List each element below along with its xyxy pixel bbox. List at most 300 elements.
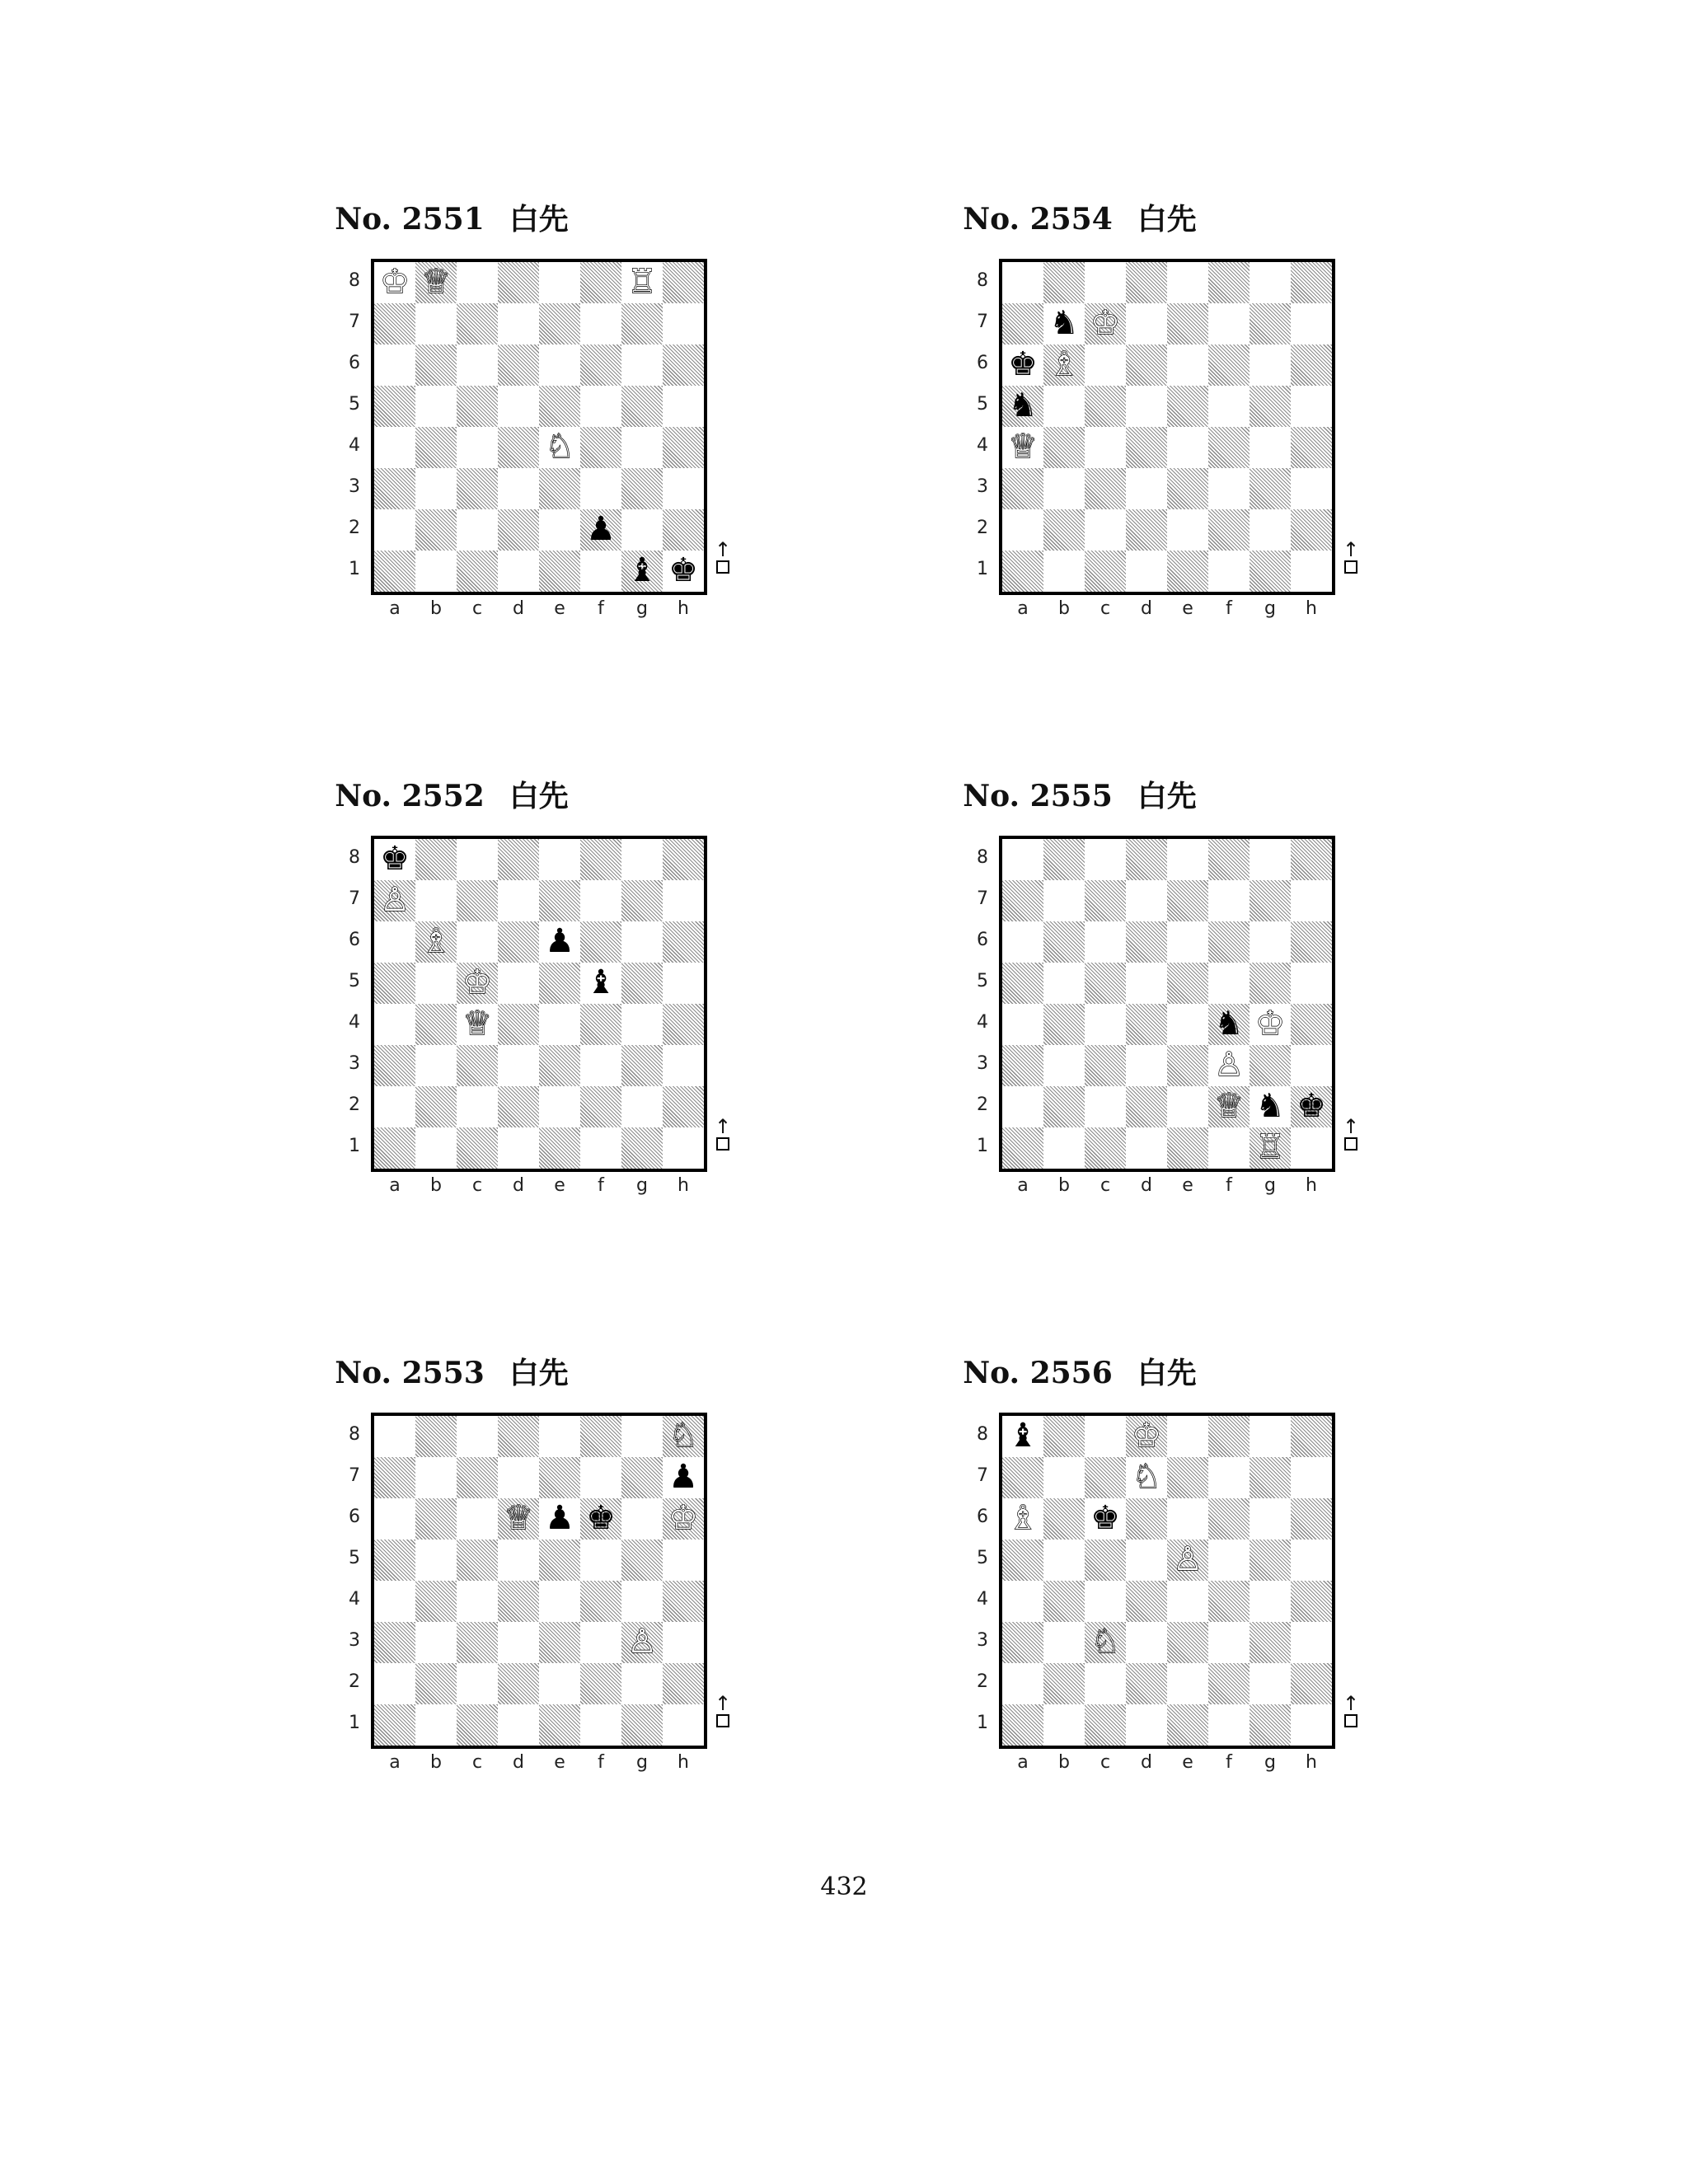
board-square <box>1126 468 1167 509</box>
board-square <box>1208 262 1250 303</box>
board-square <box>1126 262 1167 303</box>
file-label: d <box>513 1752 524 1773</box>
board-square <box>663 1004 704 1045</box>
board-square <box>1085 880 1126 921</box>
board-square <box>1291 1663 1332 1704</box>
board-square <box>415 1663 457 1704</box>
board-square <box>1250 880 1291 921</box>
board-square <box>498 1457 539 1498</box>
rank-label: 7 <box>977 888 988 909</box>
board-square <box>374 1498 415 1540</box>
board-square <box>1250 427 1291 468</box>
rank-label: 6 <box>349 353 360 373</box>
board-square <box>1167 1416 1208 1457</box>
board-square <box>1208 1457 1250 1498</box>
board-square <box>1250 839 1291 880</box>
arrow-up-icon: ↑ <box>1343 1692 1360 1715</box>
board-square <box>621 427 663 468</box>
file-label: b <box>430 1175 442 1196</box>
board-square <box>1002 839 1043 880</box>
rank-label: 4 <box>977 1012 988 1033</box>
board-square <box>539 1086 580 1127</box>
board-square <box>498 1045 539 1086</box>
board-square <box>1002 551 1043 592</box>
chess-diagram <box>338 1413 799 1800</box>
chess-diagram <box>966 259 1428 646</box>
board-square <box>457 551 498 592</box>
board-square <box>1167 880 1208 921</box>
file-label: d <box>513 1175 524 1196</box>
board-square <box>1043 1086 1085 1127</box>
puzzle-number: No. 2551 <box>335 202 485 237</box>
side-to-move-indicator <box>1343 1694 1359 1727</box>
white-queen-icon: ♕ <box>1214 1087 1244 1125</box>
board-square <box>374 1622 415 1663</box>
board-square <box>539 1416 580 1457</box>
file-label: f <box>1226 598 1232 619</box>
board-square <box>580 386 621 427</box>
black-knight-icon: ♞ <box>1008 387 1038 424</box>
side-to-move-label: 白先 <box>509 780 569 813</box>
side-to-move-label: 白先 <box>1137 203 1197 237</box>
board-square <box>539 551 580 592</box>
board-square <box>498 509 539 551</box>
board-square <box>1126 1581 1167 1622</box>
file-label: f <box>598 1752 604 1773</box>
board-square <box>580 303 621 344</box>
board-square <box>539 1457 580 1498</box>
black-pawn-icon: ♟ <box>545 922 574 960</box>
black-knight-icon: ♞ <box>1255 1087 1285 1125</box>
board-square <box>663 509 704 551</box>
chess-board <box>371 259 707 595</box>
black-pawn-icon: ♟ <box>545 1499 574 1537</box>
board-square <box>374 427 415 468</box>
board-square <box>621 963 663 1004</box>
puzzle-number: No. 2553 <box>335 1356 485 1390</box>
black-knight-icon: ♞ <box>1049 304 1079 342</box>
board-square <box>1085 1540 1126 1581</box>
board-square <box>1167 427 1208 468</box>
board-square <box>415 1622 457 1663</box>
board-square <box>663 344 704 386</box>
board-square <box>498 551 539 592</box>
board-square <box>457 1581 498 1622</box>
white-square-icon <box>716 1137 729 1151</box>
board-square <box>1043 1416 1085 1457</box>
board-square <box>1043 468 1085 509</box>
board-square <box>498 1622 539 1663</box>
board-square <box>1085 1704 1126 1746</box>
board-square <box>1043 551 1085 592</box>
board-square <box>621 1540 663 1581</box>
side-to-move-label: 白先 <box>509 203 569 237</box>
file-label: b <box>1058 1752 1070 1773</box>
board-square <box>1167 509 1208 551</box>
board-square <box>457 1086 498 1127</box>
chess-board <box>371 1413 707 1749</box>
board-square <box>539 1704 580 1746</box>
board-square <box>415 1045 457 1086</box>
board-square <box>1208 963 1250 1004</box>
board-square <box>498 468 539 509</box>
board-square <box>1167 1045 1208 1086</box>
black-bishop-icon: ♝ <box>1008 1417 1038 1455</box>
rank-label: 5 <box>349 971 360 991</box>
white-square-icon <box>716 560 729 574</box>
board-square <box>498 303 539 344</box>
board-square <box>1002 1581 1043 1622</box>
board-square <box>1043 386 1085 427</box>
rank-label: 6 <box>977 1507 988 1527</box>
board-square <box>498 1086 539 1127</box>
board-square <box>1167 1457 1208 1498</box>
board-square <box>621 1663 663 1704</box>
board-square <box>498 1127 539 1169</box>
board-square <box>1167 1086 1208 1127</box>
white-queen-icon: ♕ <box>421 263 451 301</box>
board-square <box>1250 963 1291 1004</box>
file-label: d <box>1141 1752 1152 1773</box>
file-label: a <box>389 1752 401 1773</box>
board-square <box>580 839 621 880</box>
board-square <box>1126 921 1167 963</box>
side-to-move-indicator <box>715 1694 731 1727</box>
board-square <box>457 839 498 880</box>
board-square <box>663 427 704 468</box>
board-square <box>580 468 621 509</box>
board-square <box>539 1581 580 1622</box>
file-label: a <box>1017 598 1029 619</box>
board-square <box>415 1127 457 1169</box>
board-square <box>415 509 457 551</box>
file-label: f <box>1226 1175 1232 1196</box>
board-square <box>539 963 580 1004</box>
white-queen-icon: ♕ <box>462 1005 492 1043</box>
board-square <box>1126 839 1167 880</box>
file-label: c <box>1100 1752 1111 1773</box>
board-square <box>1126 303 1167 344</box>
white-knight-icon: ♘ <box>668 1417 698 1455</box>
board-square <box>539 344 580 386</box>
board-square <box>1002 509 1043 551</box>
board-square <box>1126 1045 1167 1086</box>
board-square <box>1291 963 1332 1004</box>
board-square <box>415 344 457 386</box>
board-square <box>1250 1581 1291 1622</box>
board-square <box>1291 1581 1332 1622</box>
board-square <box>415 963 457 1004</box>
board-square <box>415 1581 457 1622</box>
board-square <box>1167 1498 1208 1540</box>
board-square <box>663 1086 704 1127</box>
board-square <box>1043 1540 1085 1581</box>
board-square <box>415 1457 457 1498</box>
board-square <box>1043 963 1085 1004</box>
rank-label: 8 <box>349 270 360 291</box>
board-square <box>1002 262 1043 303</box>
board-square <box>374 303 415 344</box>
board-square <box>415 1704 457 1746</box>
board-square <box>498 839 539 880</box>
board-square <box>374 344 415 386</box>
board-square <box>374 1457 415 1498</box>
board-square <box>415 386 457 427</box>
board-square <box>457 303 498 344</box>
board-square <box>415 468 457 509</box>
board-square <box>621 303 663 344</box>
board-square <box>457 1045 498 1086</box>
side-to-move-label: 白先 <box>509 1357 569 1390</box>
white-pawn-icon: ♙ <box>1173 1540 1203 1578</box>
file-label: a <box>1017 1752 1029 1773</box>
white-king-icon: ♔ <box>462 963 492 1001</box>
board-square <box>580 921 621 963</box>
board-square <box>415 551 457 592</box>
board-square <box>1208 839 1250 880</box>
white-queen-icon: ♕ <box>504 1499 533 1537</box>
board-square <box>580 1004 621 1045</box>
black-knight-icon: ♞ <box>1214 1005 1244 1043</box>
rank-label: 8 <box>349 1424 360 1445</box>
board-square <box>621 880 663 921</box>
board-square <box>621 1045 663 1086</box>
board-square <box>1208 1416 1250 1457</box>
board-square <box>1126 1704 1167 1746</box>
rank-label: 7 <box>349 1465 360 1486</box>
board-square <box>415 839 457 880</box>
board-square <box>663 1581 704 1622</box>
board-square <box>498 262 539 303</box>
board-square <box>415 427 457 468</box>
board-square <box>374 386 415 427</box>
board-square <box>580 1540 621 1581</box>
board-square <box>374 1045 415 1086</box>
file-label: b <box>1058 1175 1070 1196</box>
rank-label: 7 <box>349 312 360 332</box>
board-square <box>1291 303 1332 344</box>
board-square <box>1208 344 1250 386</box>
file-label: d <box>513 598 524 619</box>
board-square <box>1250 509 1291 551</box>
board-square <box>539 262 580 303</box>
board-square <box>1126 1004 1167 1045</box>
board-square <box>580 262 621 303</box>
board-square <box>1126 344 1167 386</box>
board-square <box>580 427 621 468</box>
board-square <box>1085 1127 1126 1169</box>
board-square <box>621 344 663 386</box>
rank-label: 6 <box>977 930 988 950</box>
board-square <box>1002 1457 1043 1498</box>
white-pawn-icon: ♙ <box>1214 1046 1244 1084</box>
board-square <box>1126 1086 1167 1127</box>
white-king-icon: ♔ <box>668 1499 698 1537</box>
black-king-icon: ♚ <box>1090 1499 1120 1537</box>
board-square <box>1126 880 1167 921</box>
white-bishop-icon: ♗ <box>1008 1499 1038 1537</box>
puzzle-title <box>907 1350 1253 1392</box>
board-square <box>621 468 663 509</box>
board-square <box>374 1416 415 1457</box>
board-square <box>1085 386 1126 427</box>
black-pawn-icon: ♟ <box>668 1458 698 1496</box>
file-label: b <box>430 1752 442 1773</box>
board-square <box>1208 386 1250 427</box>
board-square <box>374 1004 415 1045</box>
board-square <box>498 1704 539 1746</box>
board-square <box>1208 468 1250 509</box>
board-square <box>498 963 539 1004</box>
board-square <box>1291 509 1332 551</box>
board-square <box>1208 1127 1250 1169</box>
white-king-icon: ♔ <box>1090 304 1120 342</box>
chess-board <box>999 1413 1335 1749</box>
puzzle-title <box>279 196 625 238</box>
board-square <box>415 1540 457 1581</box>
chess-diagram <box>338 836 799 1223</box>
board-square <box>621 1004 663 1045</box>
board-square <box>1208 509 1250 551</box>
rank-label: 2 <box>349 518 360 538</box>
arrow-up-icon: ↑ <box>715 538 732 561</box>
board-square <box>1167 839 1208 880</box>
board-square <box>1085 839 1126 880</box>
rank-label: 4 <box>349 1012 360 1033</box>
board-square <box>374 509 415 551</box>
board-square <box>1208 1581 1250 1622</box>
board-square <box>1208 427 1250 468</box>
board-square <box>498 344 539 386</box>
puzzle-number: No. 2556 <box>963 1356 1113 1390</box>
board-square <box>621 1127 663 1169</box>
board-square <box>1043 427 1085 468</box>
board-square <box>457 1127 498 1169</box>
white-square-icon <box>1344 1137 1357 1151</box>
board-square <box>621 1704 663 1746</box>
rank-label: 5 <box>349 394 360 415</box>
board-square <box>1043 1704 1085 1746</box>
board-square <box>1043 921 1085 963</box>
board-square <box>1167 468 1208 509</box>
puzzle-number: No. 2552 <box>335 779 485 813</box>
rank-label: 4 <box>349 1589 360 1610</box>
board-square <box>663 303 704 344</box>
board-square <box>1085 1663 1126 1704</box>
file-label: g <box>1264 1175 1276 1196</box>
rank-label: 1 <box>977 559 988 579</box>
board-square <box>415 1416 457 1457</box>
white-bishop-icon: ♗ <box>421 922 451 960</box>
board-square <box>1085 1045 1126 1086</box>
file-label: c <box>1100 598 1111 619</box>
puzzle-title <box>279 1350 625 1392</box>
board-square <box>1126 1540 1167 1581</box>
board-square <box>580 1127 621 1169</box>
file-label: a <box>389 1175 401 1196</box>
board-square <box>457 1622 498 1663</box>
white-king-icon: ♔ <box>1255 1005 1285 1043</box>
black-king-icon: ♚ <box>586 1499 616 1537</box>
board-square <box>1002 303 1043 344</box>
board-square <box>1043 1663 1085 1704</box>
board-square <box>663 1540 704 1581</box>
board-square <box>580 880 621 921</box>
black-king-icon: ♚ <box>1008 345 1038 383</box>
board-square <box>1291 386 1332 427</box>
board-square <box>539 468 580 509</box>
rank-label: 3 <box>977 476 988 497</box>
board-square <box>539 1045 580 1086</box>
board-square <box>1291 427 1332 468</box>
board-square <box>580 1704 621 1746</box>
board-square <box>1167 1704 1208 1746</box>
board-square <box>1043 1581 1085 1622</box>
rank-label: 3 <box>977 1630 988 1651</box>
board-square <box>1002 1004 1043 1045</box>
board-square <box>580 1457 621 1498</box>
board-square <box>1085 468 1126 509</box>
board-square <box>1208 921 1250 963</box>
chess-diagram <box>966 836 1428 1223</box>
board-square <box>374 551 415 592</box>
board-square <box>621 1581 663 1622</box>
arrow-up-icon: ↑ <box>715 1692 732 1715</box>
rank-label: 8 <box>349 847 360 868</box>
board-square <box>539 839 580 880</box>
board-square <box>1043 1498 1085 1540</box>
black-pawn-icon: ♟ <box>586 510 616 548</box>
board-square <box>457 921 498 963</box>
rank-label: 5 <box>977 394 988 415</box>
board-square <box>1167 386 1208 427</box>
board-square <box>374 1086 415 1127</box>
board-square <box>1291 1127 1332 1169</box>
file-label: b <box>430 598 442 619</box>
board-square <box>1250 344 1291 386</box>
board-square <box>1291 1704 1332 1746</box>
board-square <box>1208 551 1250 592</box>
board-square <box>498 921 539 963</box>
board-square <box>1002 1622 1043 1663</box>
board-square <box>580 344 621 386</box>
rank-label: 1 <box>349 559 360 579</box>
board-square <box>621 1498 663 1540</box>
file-label: f <box>598 598 604 619</box>
side-to-move-label: 白先 <box>1137 1357 1197 1390</box>
board-square <box>457 386 498 427</box>
board-square <box>663 1622 704 1663</box>
white-square-icon <box>716 1714 729 1727</box>
board-square <box>663 839 704 880</box>
board-square <box>1043 1457 1085 1498</box>
board-square <box>663 468 704 509</box>
board-square <box>457 509 498 551</box>
board-square <box>1291 262 1332 303</box>
file-label: g <box>636 1175 648 1196</box>
rank-label: 4 <box>977 1589 988 1610</box>
arrow-up-icon: ↑ <box>715 1115 732 1138</box>
board-square <box>1208 1498 1250 1540</box>
board-square <box>663 963 704 1004</box>
arrow-up-icon: ↑ <box>1343 538 1360 561</box>
board-square <box>539 1663 580 1704</box>
board-square <box>415 880 457 921</box>
file-label: h <box>1306 598 1317 619</box>
board-square <box>1291 1622 1332 1663</box>
board-square <box>1208 1540 1250 1581</box>
board-square <box>1167 1127 1208 1169</box>
